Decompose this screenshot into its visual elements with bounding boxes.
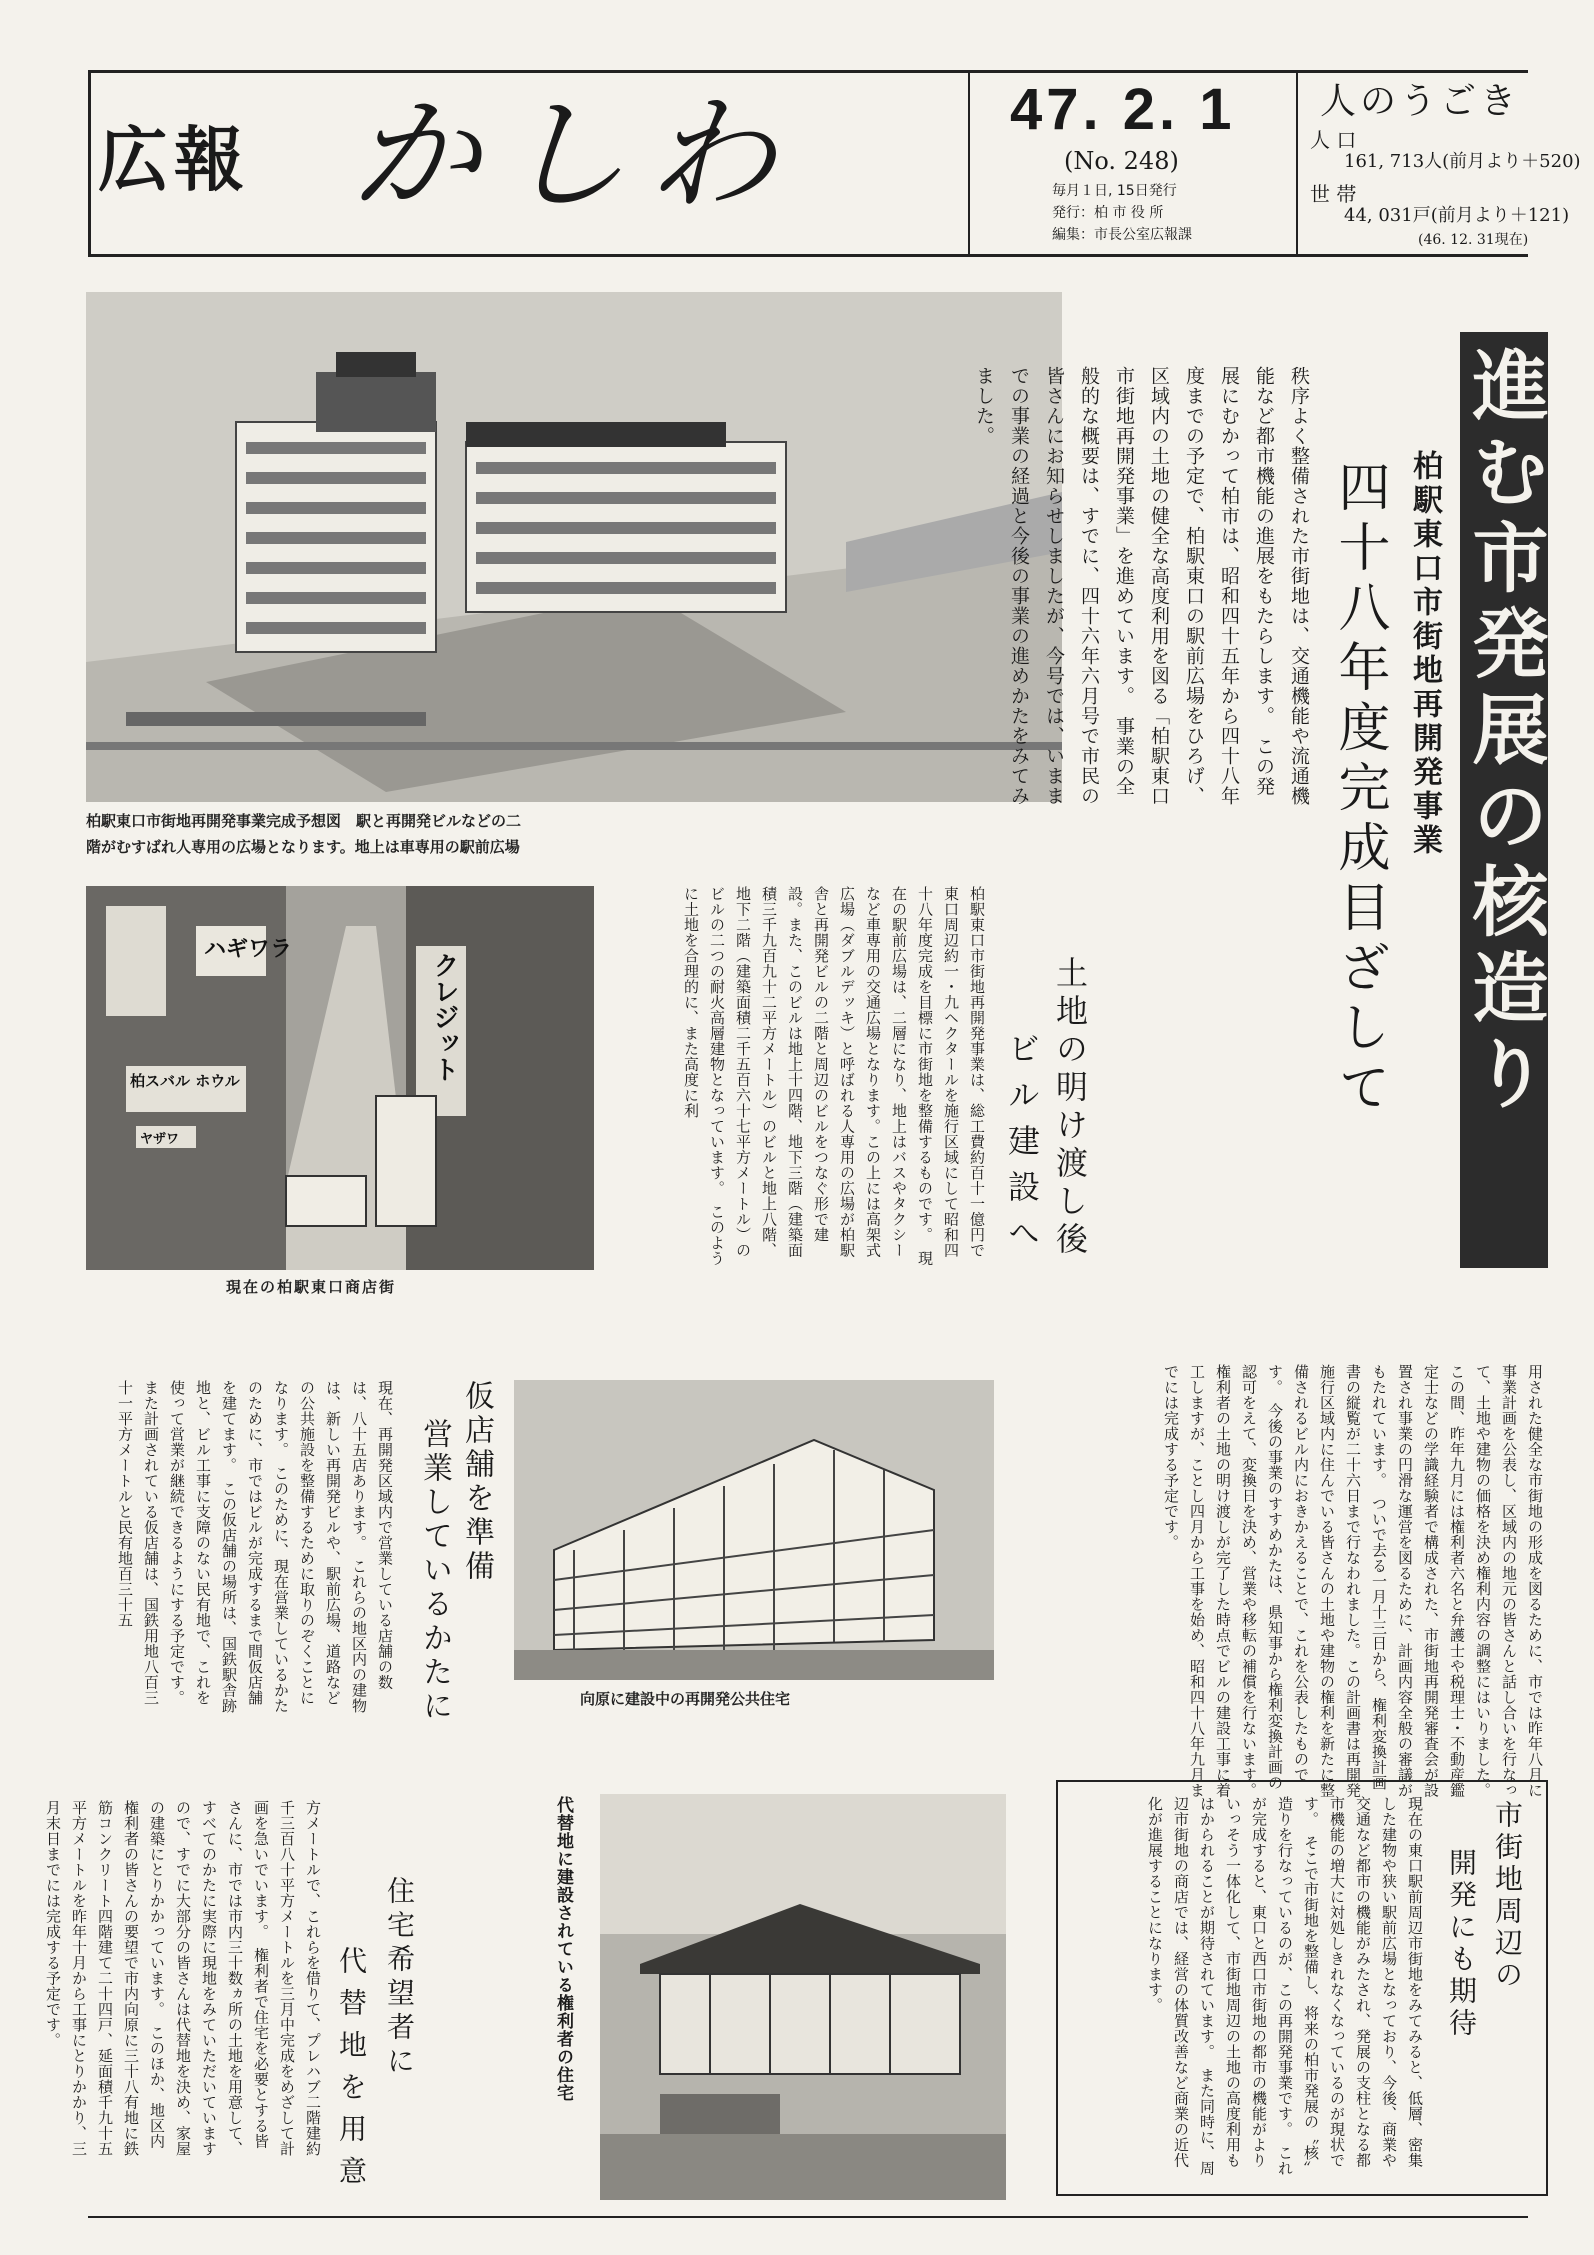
periphery-text: 現在の東口駅前周辺市街地をみてみると、低層、密集した建物や狭い駅前広場となっており、今後、商業や交通など都市の機能がみたされ、発展の支柱となる都市機能の増大に対処しきれなくなっているのが現状です。 そこで市街地を整備し、将来の柏市発展の〝核〟造りを行なっているのが、この再開発事業です。 これが完成すると、東口と西口市街地の都市の機能がよりいっそう一体化して、市街地周辺の土地の高度利用もはかられることが期待されています。 また同時に、周辺市街地の商店では、経営の体質改善など商業の近代化が進展することになります。 (1146, 1796, 1424, 2176)
population-title: 人のうごき (1320, 81, 1521, 122)
street-photo (86, 886, 594, 1270)
lead-text: 秩序よく整備された市街地は、交通機能や流通機能など都市機能の進展をもたらします。 この発展にむかって柏市は、昭和四十五年から四十八年度までの予定で、柏駅東口の駅前広場をひろげ、区域内の土地の健全な高度利用を図る「柏駅東口市街地再開発事業」を進めています。 事業の全般的な概要は、すでに、四十六年六月号で市民の皆さんにお知らせしましたが、今号では、いままでの事業の経過と今後の事業の進めかたをみてみました。 (973, 366, 1310, 806)
substitute-text-a: 方メートルで、これらを借りて、プレハブ二階建約千三百八十平方メートルを三月中完成をめざして計画を急いでいます。 権利者で住宅を必要とする皆さんに、市では市内三十数ヵ所の土地を用意して、すべてのかたに実際に現地をみていただいていますので、すでに大部分の皆さんは代替地を決め、家屋の建築にとりかかっています。 このほか、地区内権利者の皆さんの要望で市内向原に三十八有地に鉄筋コンクリート四階建て二十四戸、延面積千九十五平方メートルを昨年十月から工事にとりかかり、三月末日までには完成する予定です。 (44, 1800, 322, 2157)
temp-store-heading-2: 営業しているかたに (417, 1418, 452, 1724)
redevelopment-rendering-photo (86, 292, 1062, 802)
periphery-box (1056, 1780, 1548, 2196)
periphery-heading-1: 市街地周辺の (1491, 1800, 1524, 1992)
temp-store-text: 現在、再開発区域内で営業している店舗の数は、八十五店あります。 これらの地区内の建物は、新しい再開発ビルや、駅前広場、道路などの公共施設を整備するために取りのぞくことになります。 このために、現在営業しているかたのために、市ではビルが完成するまで間仮店舗を建てます。 この仮店舗の場所は、国鉄駅舎跡地と、ビル工事に支障のない民有地で、これを使って営業が継続できるようにする予定です。また計画されている仮店舗は、国鉄用地八百三十一平方メートルと民有地百三十五 (116, 1380, 394, 1714)
issue-editor: 編集：市長公室広報課 (1052, 227, 1192, 243)
households-value: 44, 031戸(前月より＋121) (1344, 205, 1570, 226)
lead-kicker: 柏駅東口市街地再開発事業 (1407, 450, 1442, 858)
footer-rule (88, 2216, 1528, 2218)
masthead-top-rule (88, 70, 1528, 73)
building-text: 柏駅東口市街地再開発事業は、総工費約百十一億円で東口周辺約一・九ヘクタールを施行区域にして昭和四十八年度完成を目標に市街地を整備するものです。 現在の駅前広場は、二層になり、地上はバスやタクシーなど車専用の交通広場となります。この上には高架式広場（ダブルデッキ）と呼ばれる人専用の広場が柏駅舎と再開発ビルの二階と周辺のビルをつなぐ形で建設。また、このビルは地上十四階、地下三階（建築面積三千九百九十二平方メートル）のビルと地上八階、地下二階（建築面積二千五百六十七平方メートル）のビルの二つの耐火高層建物となっています。 このように土地を合理的に、また高度に利 (682, 886, 986, 1266)
masthead-koho: 広報 (98, 118, 250, 201)
issue-schedule: 毎月１日, 15日発行 (1052, 183, 1177, 199)
construction-photo-caption: 向原に建設中の再開発公共住宅 (580, 1690, 791, 1708)
building-heading-2: ビル建設へ (1003, 1032, 1041, 1262)
street-sign-hagiwara: ハギワラ (204, 937, 293, 962)
population-as-of: (46. 12. 31現在) (1418, 232, 1529, 248)
population-label: 人 口 (1310, 128, 1357, 152)
temp-store-heading-1: 仮店舗を準備 (459, 1380, 494, 1584)
street-photo-caption: 現在の柏駅東口商店街 (226, 1278, 397, 1296)
issue-date: 47. 2. 1 (1010, 77, 1236, 142)
lead-headline: 四十八年度完成目ざして (1329, 460, 1389, 1120)
substitute-heading-1: 住宅希望者に (383, 1876, 416, 2080)
rendering-caption-line-2: 階がむすばれ人専用の広場となります。地上は車専用の駅前広場 (86, 838, 520, 856)
issue-publisher: 発行：柏 市 役 所 (1052, 205, 1164, 221)
periphery-heading-2: 開発にも期待 (1445, 1848, 1478, 2040)
rendering-caption-line-1: 柏駅東口市街地再開発事業完成予想図 駅と再開発ビルなどの二 (86, 812, 522, 830)
substitute-heading-2: 代替地を用意 (335, 1946, 368, 2198)
street-sign-subaru: 柏スバル ホウル (130, 1072, 240, 1090)
banner-box (1460, 332, 1548, 1268)
street-sign-credit: クレジット (429, 952, 459, 1082)
households-label: 世 帯 (1310, 182, 1357, 206)
banner-title: 進む市発展の核造り (1460, 346, 1549, 1120)
masthead-divider-2 (1296, 70, 1298, 257)
masthead-left-rule (88, 70, 91, 257)
masthead-kashiwa-logo: かしわ (350, 82, 795, 228)
street-sign-yazawa: ヤザワ (140, 1132, 180, 1147)
construction-photo (514, 1380, 994, 1680)
masthead-bottom-rule (88, 254, 1528, 257)
residence-photo-caption: 代替地に建設されている権利者の住宅 (553, 1796, 573, 2102)
building-heading-1: 土地の明け渡し後 (1051, 956, 1089, 1260)
issue-number: (No. 248) (1064, 147, 1179, 175)
rights-text: 用された健全な市街地の形成を図るために、市では昨年八月に事業計画を公表し、区域内の地元の皆さんと話し合いを行なって、土地や建物の価格を決め権利内容の調整にはいりました。 この間、昨年九月には権利者六名と弁護士や税理士・不動産鑑定士などの学識経験者で構成された、市街地再開発審査会が設置され事業の円滑な運営を図るために、計画内容全般の審議がもたれています。 ついで去る一月十三日から、権利変換計画書の縦覧が二十六日まで行なわれました。この計画書は再開発施行区域内に住んでいる皆さんの土地や建物の権利を新たに整備されるビル内におきかえることで、これを公表したものです。 今後の事業のすすめかたは、県知事から権利変換計画の認可をえて、変換日を決め、営業や移転の補償を行ないます。 権利者の土地の明け渡しが完了した時点でビルの建設工事に着工しますが、ことし四月から工事を始め、昭和四十八年九月までには完成する予定です。 (1162, 1364, 1544, 1806)
masthead-divider-1 (968, 70, 970, 257)
population-value: 161, 713人(前月より＋520) (1344, 151, 1581, 172)
residence-photo (600, 1794, 1006, 2200)
